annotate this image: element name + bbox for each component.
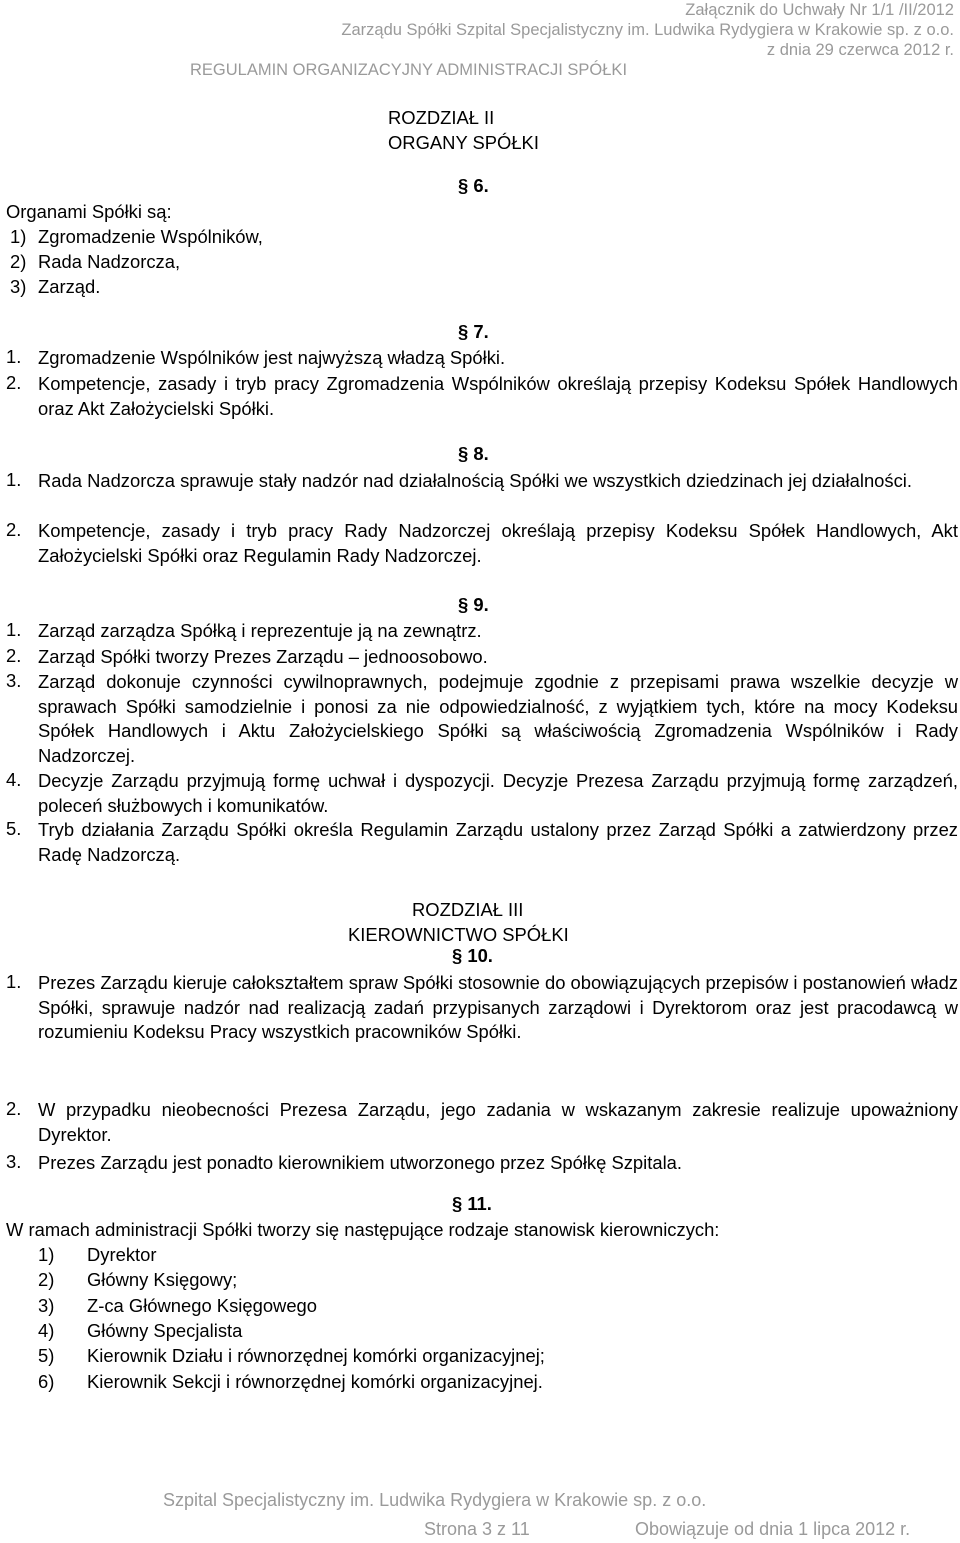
list-item: Decyzje Zarządu przyjmują formę uchwał i dyspozycji. Decyzje Prezesa Zarządu przyjmują formę zarządzeń, poleceń służbowych i komunikatów. xyxy=(38,770,958,816)
list-item-number: 2. xyxy=(6,1098,22,1119)
list-item: Z-ca Głównego Księgowego xyxy=(87,1295,318,1316)
section-11-intro: W ramach administracji Spółki tworzy się następujące rodzaje stanowisk kierowniczych: xyxy=(6,1219,720,1240)
list-item-number: 1) xyxy=(38,1244,55,1265)
list-item: Zarząd dokonuje czynności cywilnoprawnych, podejmuje zgodnie z przepisami prawa wszelkie decyzje w sprawach Spółki samodzielnie i ponosi za nie odpowiedzialność, z wyjątkiem tych, które na mocy Kodeksu Spółek Handlowych i Aktu Założycielskiego Spółki są właściwością Zgromadzenia Wspólników i Rady Nadzorczej. xyxy=(38,671,958,766)
chapter-3-title: ROZDZIAŁ III xyxy=(412,899,524,920)
list-item-number: 2. xyxy=(6,645,22,666)
chapter-3-subtitle: KIEROWNICTWO SPÓŁKI xyxy=(348,924,569,945)
section-7-mark: § 7. xyxy=(458,321,489,342)
list-item-number: 5) xyxy=(38,1345,55,1366)
footer-effective-date: Obowiązuje od dnia 1 lipca 2012 r. xyxy=(635,1519,911,1539)
section-9-mark: § 9. xyxy=(458,594,489,615)
list-item-number: 3. xyxy=(6,670,22,691)
list-item: Kierownik Działu i równorzędnej komórki organizacyjnej; xyxy=(87,1345,545,1366)
list-item-number: 1. xyxy=(6,346,22,367)
header-board-line: Zarządu Spółki Szpital Specjalistyczny im. Ludwika Rydygiera w Krakowie sp. z o.o. xyxy=(341,21,954,39)
list-item-number: 1. xyxy=(6,971,22,992)
list-item-number: 2) xyxy=(10,251,27,272)
chapter-2-title: ROZDZIAŁ II xyxy=(388,107,495,128)
list-item-number: 3. xyxy=(6,1151,22,1172)
list-item: Zarząd Spółki tworzy Prezes Zarządu – jednoosobowo. xyxy=(38,646,488,667)
list-item: Rada Nadzorcza, xyxy=(38,251,181,272)
list-item-number: 6) xyxy=(38,1371,55,1392)
list-item-number: 1. xyxy=(6,619,22,640)
list-item: Kierownik Sekcji i równorzędnej komórki organizacyjnej. xyxy=(87,1371,543,1392)
section-11-mark: § 11. xyxy=(452,1193,492,1214)
list-item: Kompetencje, zasady i tryb pracy Zgromadzenia Wspólników określają przepisy Kodeksu Spółek Handlowych oraz Akt Założycielski Spółki. xyxy=(38,373,958,419)
list-item: W przypadku nieobecności Prezesa Zarządu, jego zadania w wskazanym zakresie realizuje upoważniony Dyrektor. xyxy=(38,1099,958,1145)
list-item: Zgromadzenie Wspólników, xyxy=(38,226,263,247)
list-item-number: 3) xyxy=(38,1295,55,1316)
list-item-number: 4. xyxy=(6,769,22,790)
section-10-mark: § 10. xyxy=(452,945,493,966)
list-item-number: 3) xyxy=(10,276,27,297)
footer-page-number: Strona 3 z 11 xyxy=(424,1519,530,1539)
list-item: Zarząd zarządza Spółką i reprezentuje ją na zewnątrz. xyxy=(38,620,482,641)
list-item-number: 2. xyxy=(6,519,22,540)
list-item: Dyrektor xyxy=(87,1244,157,1265)
list-item-number: 5. xyxy=(6,818,22,839)
list-item: Prezes Zarządu jest ponadto kierownikiem utworzonego przez Spółkę Szpitala. xyxy=(38,1152,683,1173)
list-item-number: 1) xyxy=(10,226,27,247)
list-item-number: 2) xyxy=(38,1269,55,1290)
section-6-intro: Organami Spółki są: xyxy=(6,201,172,222)
header-annex-line: Załącznik do Uchwały Nr 1/1 /II/2012 xyxy=(685,1,954,19)
header-regulation-title: REGULAMIN ORGANIZACYJNY ADMINISTRACJI SPÓŁKI xyxy=(190,61,628,79)
footer-organization: Szpital Specjalistyczny im. Ludwika Rydygiera w Krakowie sp. z o.o. xyxy=(163,1490,707,1510)
list-item: Zgromadzenie Wspólników jest najwyższą władzą Spółki. xyxy=(38,347,506,368)
list-item: Główny Księgowy; xyxy=(87,1269,238,1290)
list-item-number: 2. xyxy=(6,372,22,393)
list-item-number: 1. xyxy=(6,469,22,490)
list-item: Zarząd. xyxy=(38,276,101,297)
header-date-line: z dnia 29 czerwca 2012 r. xyxy=(766,41,954,59)
chapter-2-subtitle: ORGANY SPÓŁKI xyxy=(388,132,539,153)
list-item: Kompetencje, zasady i tryb pracy Rady Nadzorczej określają przepisy Kodeksu Spółek Handlowych, Akt Założycielski Spółki oraz Regulamin Rady Nadzorczej. xyxy=(38,520,958,566)
section-6-mark: § 6. xyxy=(458,175,489,196)
list-item: Główny Specjalista xyxy=(87,1320,243,1341)
section-8-mark: § 8. xyxy=(458,443,489,464)
list-item: Prezes Zarządu kieruje całokształtem spraw Spółki stosownie do obowiązujących przepisów i postanowień władz Spółki, sprawuje nadzór nad realizacją zadań przypisanych zarządowi i Dyrektorom oraz jest pracodawcą w rozumieniu Kodeksu Pracy wszystkich pracowników Spółki. xyxy=(38,972,958,1043)
list-item: Tryb działania Zarządu Spółki określa Regulamin Zarządu ustalony przez Zarząd Spółki a zatwierdzony przez Radę Nadzorczą. xyxy=(38,819,958,865)
list-item: Rada Nadzorcza sprawuje stały nadzór nad działalnością Spółki we wszystkich dziedzinach jej działalności. xyxy=(38,470,912,491)
list-item-number: 4) xyxy=(38,1320,55,1341)
